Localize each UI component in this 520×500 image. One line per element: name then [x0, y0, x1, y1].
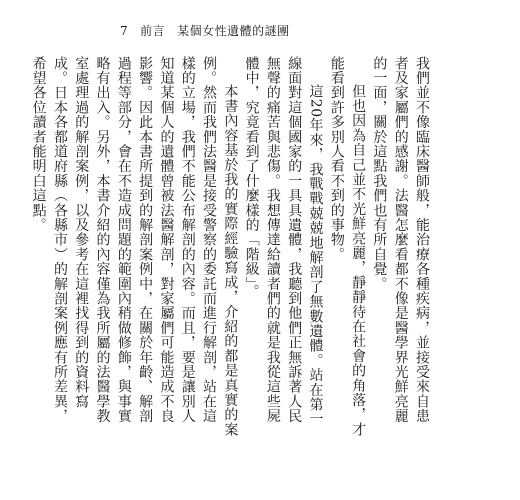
paragraph: 這20年來，我戰戰兢兢地解剖了無數遺體。站在第一線面對這個國家的一具具遺體，我聽到他們正無訴著人民無聲的痛苦與悲傷。我想傳達給讀者們的就是我從這些屍體中，究竟看到了什麼樣的「階級」。 — [243, 56, 324, 427]
body-text — [30, 56, 432, 438]
page-header — [120, 22, 290, 42]
paragraph: 但也因為自己並不光鮮亮麗，靜靜待在社會的角落，才能看到許多別人看不到的事物。 — [328, 56, 367, 437]
paragraph: 本書內容基於我的實際經驗寫成，介紹的都是真實的案例。然而我們法醫是接受警察的委託而進行解剖，站在這樣的立場，我們不能公布解剖的內容。而且，要是讓別人知道某個人的遺體曾被法醫解剖，對家屬們可能造成不良影響。因此本書所提到的解剖案例中，在關於年齡、解剖過程等部分，會在不造成問題的範圍內稍做修飾，與事實略有出入。另外，本書介紹的內容僅為我所屬的法醫學教室處理過的解剖案例，以及參考在這裡找得到的資料寫成。日本各都道府縣（各縣市）的解剖案例應有所差異，希望各位讀者能明白這點。 — [30, 56, 239, 437]
section-title: 前言 — [140, 24, 166, 38]
paragraph: 我們並不像臨床醫師般，能治療各種疾病，並接受來自患者及家屬們的感謝。法醫怎麼看都不像是醫學界光鮮亮麗的一面，關於這點我們也有所自覺。 — [371, 56, 430, 424]
chapter-title: 某個女性遺體的謎團 — [177, 24, 290, 38]
page-number: 7 — [120, 24, 129, 38]
